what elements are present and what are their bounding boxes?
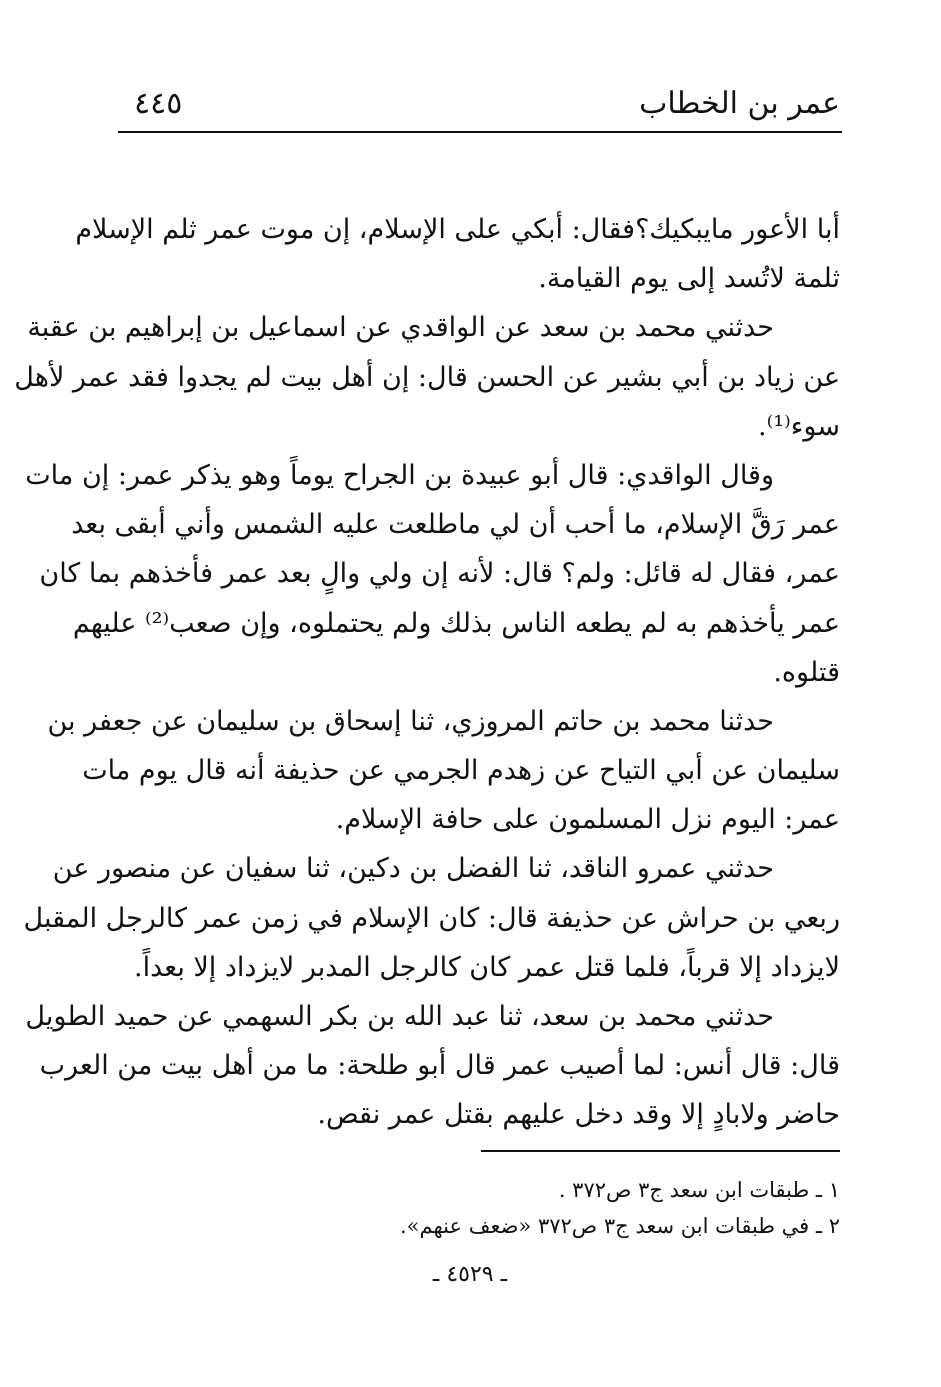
page-header	[120, 78, 840, 130]
text-line: لايزداد إلا قرباً، فلما قتل عمر كان كالرجل المدبر لايزداد إلا بعداً.	[134, 951, 840, 983]
footnote: ٢ ـ في طبقات ابن سعد ج٣ ص٣٧٢ «ضعف عنهم».	[400, 1214, 840, 1238]
text-line: قال: قال أنس: لما أصيب عمر قال أبو طلحة: ما من أهل بيت من العرب	[39, 1050, 840, 1082]
header-rule	[118, 131, 842, 133]
body-text	[14, 205, 840, 1140]
footnotes	[300, 1172, 840, 1244]
text-line: عمر، فقال له قائل: ولم؟ قال: لأنه إن ولي والٍ بعد عمر فأخذهم بما كان	[39, 558, 840, 590]
text-line: حدثني محمد بن سعد عن الواقدي عن اسماعيل بن إبراهيم بن عقبة	[27, 312, 774, 344]
footnote: ١ ـ طبقات ابن سعد ج٣ ص٣٧٢ .	[558, 1178, 840, 1202]
text-line: سليمان عن أبي التياح عن زهدم الجرمي عن حذيفة أنه قال يوم مات	[82, 755, 840, 787]
footnote-rule	[481, 1150, 840, 1152]
text-line: أبا الأعور مايبكيك؟فقال: أبكي على الإسلام، إن موت عمر ثلم الإسلام	[75, 214, 840, 245]
text-line: عن زياد بن أبي بشير عن الحسن قال: إن أهل بيت لم يجدوا فقد عمر لأهل	[14, 361, 840, 393]
text-line: ربعي بن حراش عن حذيفة قال: كان الإسلام في زمن عمر كالرجل المقبل	[23, 902, 840, 934]
text-line: عمر يأخذهم به لم يطعه الناس بذلك ولم يحتملوه، وإن صعب⁽²⁾ عليهم	[72, 607, 840, 639]
text-line: حدثنا محمد بن حاتم المروزي، ثنا إسحاق بن سليمان عن جعفر بن	[47, 705, 774, 737]
text-line: عمر رَقَّ الإسلام، ما أحب أن لي ماطلعت عليه الشمس وأني أبقى بعد	[71, 509, 840, 541]
text-line: حاضر ولابادٍ إلا وقد دخل عليهم بقتل عمر نقص.	[317, 1099, 840, 1131]
text-line: قتلوه.	[773, 656, 840, 688]
text-line: حدثني عمرو الناقد، ثنا الفضل بن دكين، ثنا سفيان عن منصور عن	[52, 853, 774, 885]
page-number: ٤٤٥	[134, 86, 183, 121]
text-line: سوء⁽¹⁾.	[758, 410, 840, 442]
bottom-page-number: ـ ٤٥٢٩ ـ	[432, 1262, 508, 1287]
running-title: عمر بن الخطاب	[639, 86, 840, 121]
text-line: حدثني محمد بن سعد، ثنا عبد الله بن بكر السهمي عن حميد الطويل	[25, 1001, 774, 1032]
text-line: ثلمة لاتُسد إلى يوم القيامة.	[538, 263, 840, 295]
text-line: وقال الواقدي: قال أبو عبيدة بن الجراح يوماً وهو يذكر عمر: إن مات	[25, 459, 774, 491]
text-line: عمر: اليوم نزل المسلمون على حافة الإسلام.	[335, 804, 840, 836]
